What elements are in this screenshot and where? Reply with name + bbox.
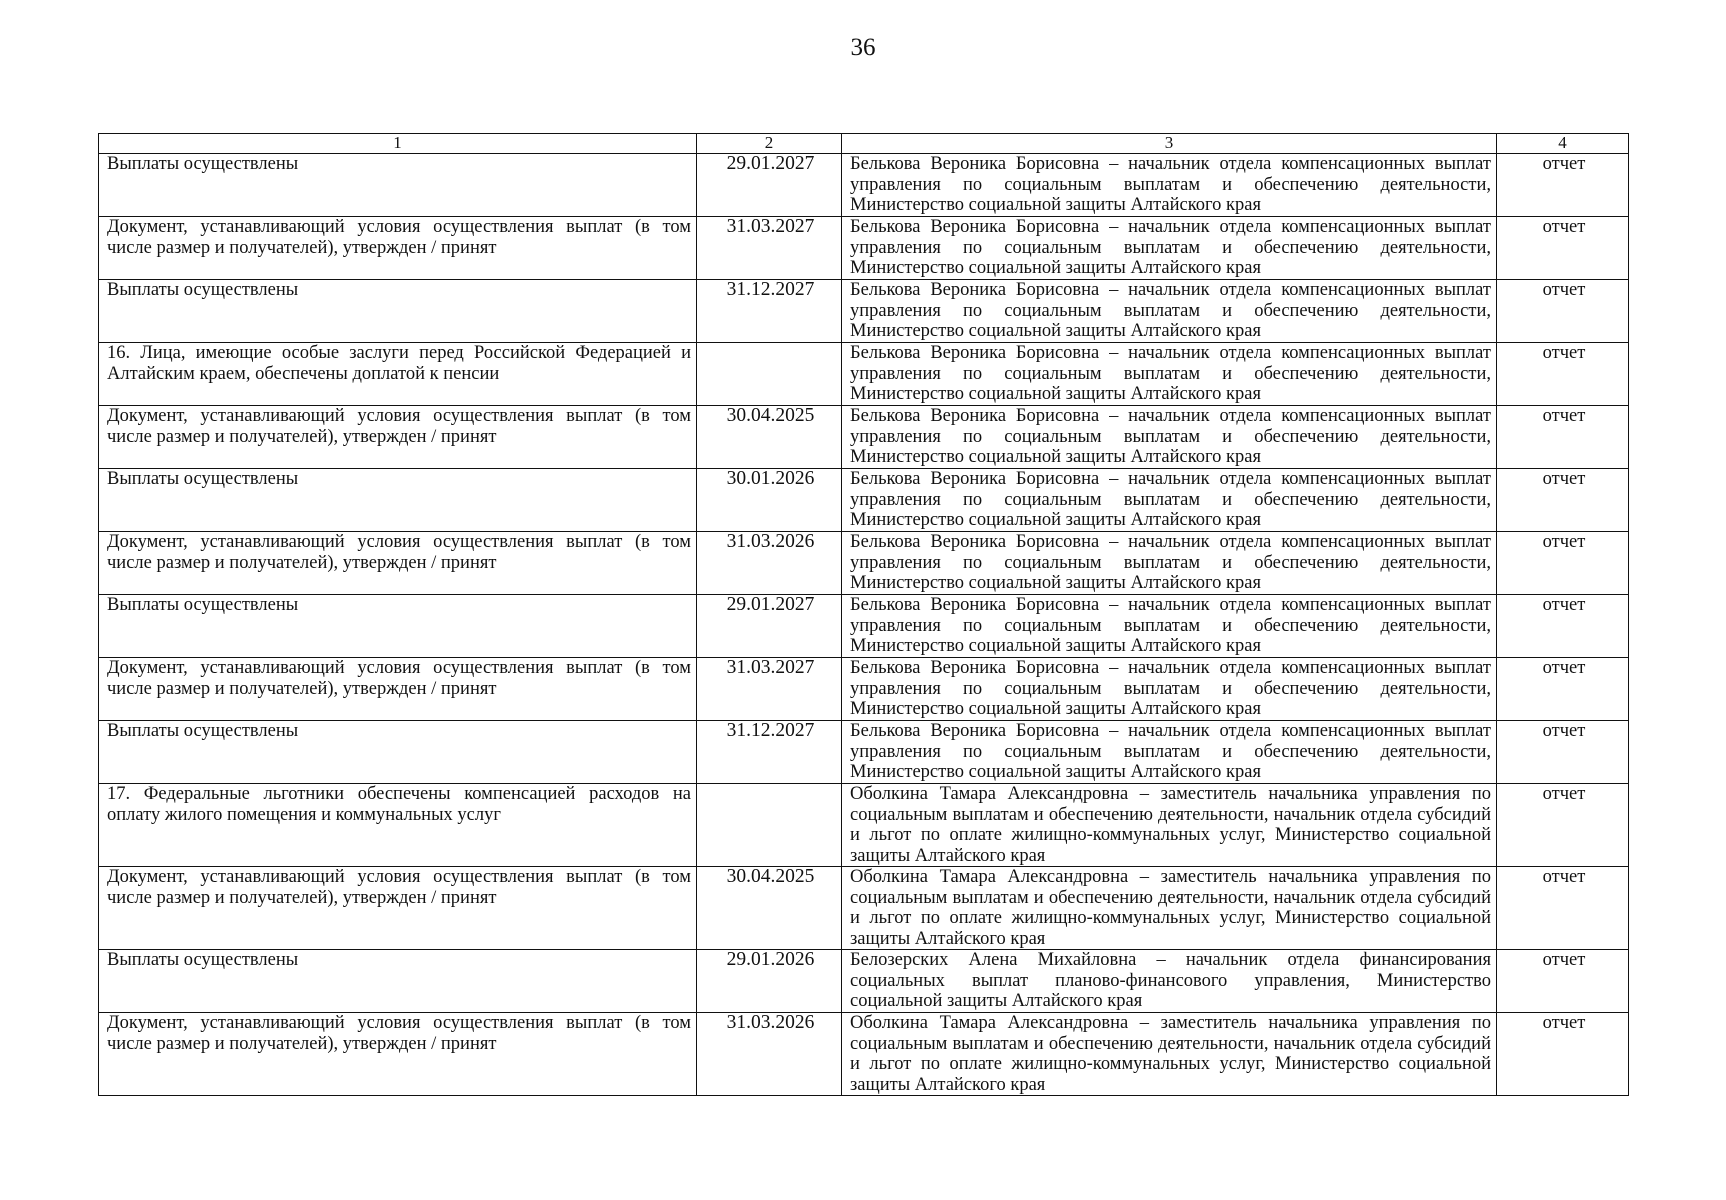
table-row (99, 406, 1629, 469)
event-cell: Выплаты осуществлены (99, 154, 697, 217)
responsible-cell: Белозерских Алена Михайловна – начальник отдела финансирования социальных выплат планово-финансового управления, Министерство социальной защиты Алтайского края (842, 950, 1497, 1013)
responsible-cell: Белькова Вероника Борисовна – начальник отдела компенсационных выплат управления по социальным выплатам и обеспечению деятельности, Министерство социальной защиты Алтайского края (842, 343, 1497, 406)
event-cell: 16. Лица, имеющие особые заслуги перед Российской Федерацией и Алтайским краем, обеспечены доплатой к пенсии (99, 343, 697, 406)
control-points-table (98, 133, 1629, 1096)
responsible-cell: Белькова Вероника Борисовна – начальник отдела компенсационных выплат управления по социальным выплатам и обеспечению деятельности, Министерство социальной защиты Алтайского края (842, 406, 1497, 469)
report-form-cell: отчет (1497, 721, 1629, 784)
event-cell: Выплаты осуществлены (99, 950, 697, 1013)
report-form-cell: отчет (1497, 595, 1629, 658)
page-number: 36 (850, 34, 876, 61)
date-cell: 29.01.2027 (697, 154, 842, 217)
responsible-cell: Белькова Вероника Борисовна – начальник отдела компенсационных выплат управления по социальным выплатам и обеспечению деятельности, Министерство социальной защиты Алтайского края (842, 469, 1497, 532)
table-row (99, 658, 1629, 721)
date-cell: 31.12.2027 (697, 280, 842, 343)
column-header: 4 (1497, 134, 1629, 154)
column-header: 1 (99, 134, 697, 154)
date-cell: 29.01.2027 (697, 595, 842, 658)
event-cell: Документ, устанавливающий условия осуществления выплат (в том числе размер и получателей), утвержден / принят (99, 1013, 697, 1096)
report-form-cell: отчет (1497, 154, 1629, 217)
date-cell: 31.12.2027 (697, 721, 842, 784)
table-row (99, 469, 1629, 532)
event-cell: Документ, устанавливающий условия осуществления выплат (в том числе размер и получателей), утвержден / принят (99, 532, 697, 595)
date-cell (697, 784, 842, 867)
table-row (99, 217, 1629, 280)
responsible-cell: Белькова Вероника Борисовна – начальник отдела компенсационных выплат управления по социальным выплатам и обеспечению деятельности, Министерство социальной защиты Алтайского края (842, 280, 1497, 343)
date-cell: 30.01.2026 (697, 469, 842, 532)
table-row (99, 721, 1629, 784)
date-cell: 30.04.2025 (697, 867, 842, 950)
responsible-cell: Оболкина Тамара Александровна – заместитель начальника управления по социальным выплатам и обеспечению деятельности, начальник отдела субсидий и льгот по оплате жилищно-коммунальных услуг, Министерство социальной защиты Алтайского края (842, 784, 1497, 867)
date-cell: 31.03.2027 (697, 217, 842, 280)
event-cell: Документ, устанавливающий условия осуществления выплат (в том числе размер и получателей), утвержден / принят (99, 658, 697, 721)
event-cell: Выплаты осуществлены (99, 595, 697, 658)
responsible-cell: Белькова Вероника Борисовна – начальник отдела компенсационных выплат управления по социальным выплатам и обеспечению деятельности, Министерство социальной защиты Алтайского края (842, 595, 1497, 658)
table-row (99, 867, 1629, 950)
date-cell: 31.03.2027 (697, 658, 842, 721)
column-header: 3 (842, 134, 1497, 154)
table-row (99, 154, 1629, 217)
report-form-cell: отчет (1497, 784, 1629, 867)
table-row (99, 1013, 1629, 1096)
responsible-cell: Белькова Вероника Борисовна – начальник отдела компенсационных выплат управления по социальным выплатам и обеспечению деятельности, Министерство социальной защиты Алтайского края (842, 154, 1497, 217)
report-form-cell: отчет (1497, 532, 1629, 595)
event-cell: Выплаты осуществлены (99, 280, 697, 343)
event-cell: Документ, устанавливающий условия осуществления выплат (в том числе размер и получателей), утвержден / принят (99, 406, 697, 469)
table-row (99, 343, 1629, 406)
report-form-cell: отчет (1497, 469, 1629, 532)
responsible-cell: Белькова Вероника Борисовна – начальник отдела компенсационных выплат управления по социальным выплатам и обеспечению деятельности, Министерство социальной защиты Алтайского края (842, 721, 1497, 784)
responsible-cell: Белькова Вероника Борисовна – начальник отдела компенсационных выплат управления по социальным выплатам и обеспечению деятельности, Министерство социальной защиты Алтайского края (842, 217, 1497, 280)
table-row (99, 532, 1629, 595)
event-cell: Документ, устанавливающий условия осуществления выплат (в том числе размер и получателей), утвержден / принят (99, 867, 697, 950)
responsible-cell: Белькова Вероника Борисовна – начальник отдела компенсационных выплат управления по социальным выплатам и обеспечению деятельности, Министерство социальной защиты Алтайского края (842, 658, 1497, 721)
responsible-cell: Оболкина Тамара Александровна – заместитель начальника управления по социальным выплатам и обеспечению деятельности, начальник отдела субсидий и льгот по оплате жилищно-коммунальных услуг, Министерство социальной защиты Алтайского края (842, 867, 1497, 950)
date-cell: 29.01.2026 (697, 950, 842, 1013)
date-cell: 31.03.2026 (697, 532, 842, 595)
event-cell: 17. Федеральные льготники обеспечены компенсацией расходов на оплату жилого помещения и коммунальных услуг (99, 784, 697, 867)
report-form-cell: отчет (1497, 280, 1629, 343)
event-cell: Выплаты осуществлены (99, 721, 697, 784)
table-row (99, 280, 1629, 343)
responsible-cell: Оболкина Тамара Александровна – заместитель начальника управления по социальным выплатам и обеспечению деятельности, начальник отдела субсидий и льгот по оплате жилищно-коммунальных услуг, Министерство социальной защиты Алтайского края (842, 1013, 1497, 1096)
responsible-cell: Белькова Вероника Борисовна – начальник отдела компенсационных выплат управления по социальным выплатам и обеспечению деятельности, Министерство социальной защиты Алтайского края (842, 532, 1497, 595)
date-cell (697, 343, 842, 406)
table-row (99, 595, 1629, 658)
report-form-cell: отчет (1497, 406, 1629, 469)
table-row (99, 784, 1629, 867)
report-form-cell: отчет (1497, 343, 1629, 406)
table-row (99, 950, 1629, 1013)
date-cell: 30.04.2025 (697, 406, 842, 469)
report-form-cell: отчет (1497, 867, 1629, 950)
report-form-cell: отчет (1497, 1013, 1629, 1096)
table-header-row (99, 134, 1629, 154)
column-header: 2 (697, 134, 842, 154)
date-cell: 31.03.2026 (697, 1013, 842, 1096)
event-cell: Выплаты осуществлены (99, 469, 697, 532)
report-form-cell: отчет (1497, 658, 1629, 721)
event-cell: Документ, устанавливающий условия осуществления выплат (в том числе размер и получателей), утвержден / принят (99, 217, 697, 280)
report-form-cell: отчет (1497, 950, 1629, 1013)
report-form-cell: отчет (1497, 217, 1629, 280)
